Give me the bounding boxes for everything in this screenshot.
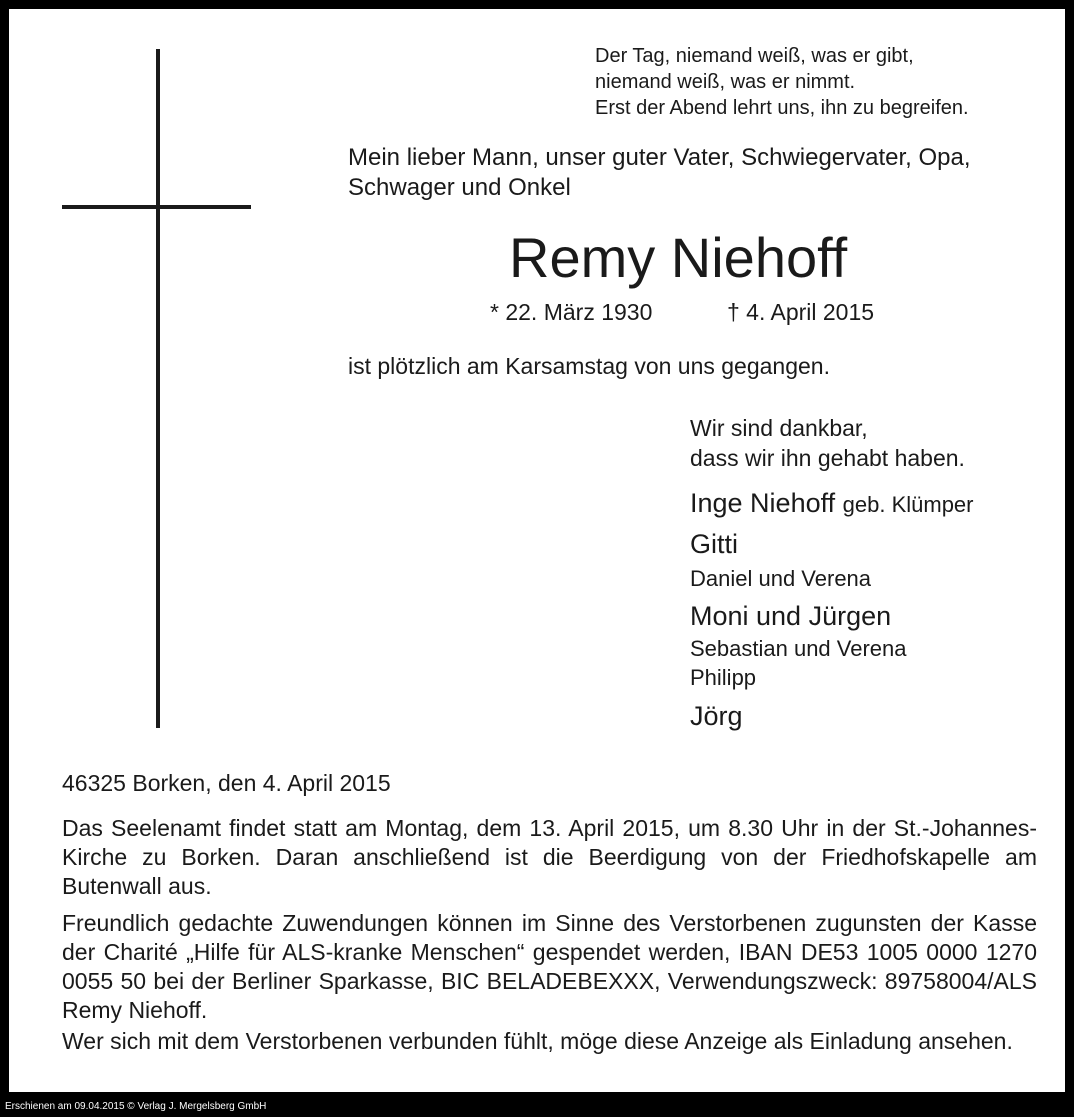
invitation-paragraph: Wer sich mit dem Verstorbenen verbunden fühlt, möge diese Anzeige als Einladung ansehen. [62, 1028, 1013, 1054]
cross-horizontal-bar [62, 205, 251, 209]
deceased-name: Remy Niehoff [509, 226, 848, 289]
donations-paragraph: Freundlich gedachte Zuwendungen können im Sinne des Verstorbenen zugunsten der Kasse der Charité „Hilfe für ALS-kranke Menschen“ gespendet werden, IBAN DE53 1005 0000 1270 0055 50 bei der Berliner Sparkasse, BIC BELADEBEXXX, Verwendungszweck: 89758004/ALS Remy Niehoff. [62, 910, 1037, 1023]
intro-text [348, 143, 971, 203]
inge-maiden-name: geb. Klümper [842, 492, 974, 517]
gratitude-text [690, 413, 965, 473]
motto-verse [595, 43, 969, 121]
family-inge [690, 486, 974, 522]
motto-line-1: Der Tag, niemand weiß, was er gibt, [595, 45, 914, 67]
family-moni-children-1: Sebastian und Verena [690, 636, 907, 661]
family-gitti-children: Daniel und Verena [690, 566, 872, 591]
birth-date: * 22. März 1930 [490, 299, 653, 325]
publication-footer: Erschienen am 09.04.2015 © Verlag J. Mergelsberg GmbH [5, 1101, 267, 1112]
gratitude-line-2: dass wir ihn gehabt haben. [690, 445, 965, 471]
motto-line-2: niemand weiß, was er nimmt. [595, 71, 856, 93]
family-moni-children-2: Philipp [690, 665, 757, 690]
service-paragraph: Das Seelenamt findet statt am Montag, dem 13. April 2015, um 8.30 Uhr in der St.-Johannes-Kirche zu Borken. Daran anschließend ist die Beerdigung von der Friedhofskapelle am Butenwall aus. [62, 815, 1037, 899]
death-notice [9, 9, 1065, 1092]
death-date: † 4. April 2015 [727, 299, 875, 325]
passed-text: ist plötzlich am Karsamstag von uns gegangen. [348, 353, 830, 379]
family-joerg: Jörg [690, 701, 743, 731]
family-moni: Moni und Jürgen [690, 601, 892, 631]
place-date: 46325 Borken, den 4. April 2015 [62, 770, 391, 796]
gratitude-line-1: Wir sind dankbar, [690, 415, 868, 441]
intro-line-1: Mein lieber Mann, unser guter Vater, Schwiegervater, Opa, [348, 144, 971, 171]
family-gitti: Gitti [690, 529, 739, 559]
inge-name: Inge Niehoff [690, 488, 836, 518]
cross-vertical-bar [156, 49, 160, 728]
motto-line-3: Erst der Abend lehrt uns, ihn zu begreifen. [595, 97, 969, 119]
intro-line-2: Schwager und Onkel [348, 174, 571, 201]
